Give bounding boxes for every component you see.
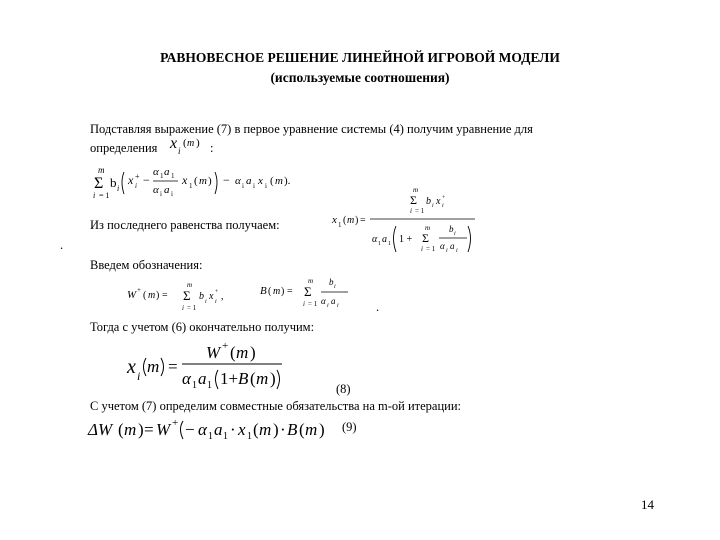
svg-text:·: · [230,420,236,439]
svg-text:m: m [305,420,318,439]
svg-text:x: x [258,175,263,187]
svg-text:m: m [187,138,195,149]
svg-text:m: m [425,224,431,232]
svg-text:+: + [137,286,141,294]
svg-text:+: + [172,417,179,429]
svg-text:W: W [156,420,171,439]
svg-text:B: B [260,285,267,297]
svg-text:=: = [162,290,168,301]
svg-text:(: ( [253,420,259,439]
svg-text:(: ( [250,369,256,388]
svg-text:ΔW: ΔW [88,420,113,439]
svg-text:m: m [259,420,272,439]
equation-b [258,272,368,314]
svg-text:i: i [421,245,423,253]
svg-text:i: i [242,182,244,190]
svg-text:α: α [235,175,241,187]
separator-dot: . [60,238,64,252]
svg-text:): ) [273,420,279,439]
svg-text:+: + [215,289,219,295]
svg-text:b: b [329,277,334,287]
svg-text:W: W [206,343,221,362]
equation-9-label: (9) [342,420,357,434]
svg-text:i: i [178,146,181,156]
svg-text:+: + [135,172,140,181]
paragraph-1-line-2: определения [90,141,158,155]
svg-text:α: α [372,234,378,245]
svg-text:(: ( [118,420,124,439]
svg-text:m: m [187,281,193,289]
svg-text:m: m [273,286,281,297]
svg-text:i: i [337,303,339,309]
svg-text:x: x [182,173,188,187]
svg-text:a: a [164,184,170,196]
paragraph-1-line-1: Подставляя выражение (7) в первое уравнение системы (4) получим уравнение для [90,122,533,136]
svg-text:−: − [223,173,230,187]
page-title: РАВНОВЕСНОЕ РЕШЕНИЕ ЛИНЕЙНОЙ ИГРОВОЙ МОДЕЛИ [160,50,560,65]
svg-text:a: a [246,175,252,187]
svg-text:a: a [164,166,170,178]
svg-text:(: ( [230,343,236,362]
svg-text:): ) [281,286,285,297]
svg-text:m: m [147,357,160,376]
svg-text:i: i [442,203,444,209]
svg-text:=: = [144,420,154,439]
svg-text:=: = [168,357,178,376]
svg-text:(: ( [270,175,274,187]
svg-text:=: = [360,215,366,226]
svg-text:W: W [127,289,137,301]
svg-text:α: α [198,420,207,439]
svg-text:i: i [205,299,207,305]
svg-text:i: i [456,248,458,254]
svg-text:i: i [182,304,184,312]
svg-text:Σ: Σ [304,284,312,299]
svg-text:m: m [199,175,207,187]
svg-text:a: a [198,369,207,388]
svg-text:b: b [426,196,431,207]
svg-text:x: x [127,356,136,378]
svg-text:(: ( [299,420,305,439]
svg-text:x: x [209,291,214,302]
svg-text:(: ( [194,175,198,187]
svg-text:): ) [355,215,359,226]
paragraph-3: Введем обозначения: [90,258,203,272]
svg-text:−: − [185,420,195,439]
equation-9 [86,413,336,443]
svg-text:= 1: = 1 [99,191,110,200]
svg-text:i: i [446,248,448,254]
svg-text:(: ( [343,215,347,226]
colon: : [210,141,214,155]
svg-text:= 1: = 1 [187,304,197,312]
svg-text:= 1: = 1 [308,300,318,308]
svg-text:B: B [287,420,298,439]
svg-text:x: x [128,173,134,187]
svg-text:): ) [208,175,212,187]
paragraph-5: С учетом (7) определим совместные обязательства на m-ой итерации: [90,399,461,413]
svg-text:i: i [160,190,162,198]
svg-text:1: 1 [207,380,212,391]
svg-text:m: m [413,186,419,194]
svg-text:i: i [327,303,329,309]
svg-text:α: α [182,369,191,388]
svg-text:b: b [110,175,117,190]
svg-text:): ) [250,343,256,362]
svg-text:): ) [138,420,144,439]
svg-text:−: − [143,173,150,187]
svg-text:i: i [171,190,173,198]
svg-text:i: i [93,191,96,200]
svg-text:1: 1 [338,221,342,229]
svg-text:a: a [450,241,455,251]
svg-text:a: a [214,420,223,439]
equation-sum-bi [90,160,320,204]
svg-text:Σ: Σ [410,193,417,207]
svg-text:i: i [303,300,305,308]
page-number: 14 [641,497,654,512]
svg-text:m: m [256,369,269,388]
svg-text:= 1: = 1 [415,207,425,215]
svg-text:,: , [221,291,224,302]
svg-text:a: a [331,296,336,306]
svg-text:=: = [287,286,293,297]
svg-text:i: i [135,182,137,190]
svg-text:m: m [236,343,249,362]
svg-text:α: α [153,184,159,196]
equation-8 [124,340,294,392]
svg-text:i: i [253,182,255,190]
svg-text:α: α [153,166,159,178]
svg-text:= 1: = 1 [426,245,436,253]
svg-text:·: · [280,420,286,439]
svg-text:Σ: Σ [94,175,104,192]
svg-text:m: m [308,277,314,285]
svg-text:m: m [124,420,137,439]
svg-text:i: i [432,203,434,209]
svg-text:): ) [319,420,325,439]
svg-text:1: 1 [160,172,164,180]
equation-x1 [330,182,480,262]
svg-text:i: i [454,231,456,237]
svg-text:i: i [137,369,141,383]
paragraph-4: Тогда с учетом (6) окончательно получим: [90,320,315,334]
svg-text:i: i [334,284,336,290]
svg-text:b: b [449,224,454,234]
svg-text:i: i [265,182,267,190]
svg-text:Σ: Σ [183,288,191,303]
svg-text:Σ: Σ [422,231,429,245]
paragraph-2: Из последнего равенства получаем: [90,218,280,232]
svg-text:(: ( [183,137,187,149]
svg-text:m: m [275,175,283,187]
svg-text:a: a [382,234,387,245]
svg-text:1: 1 [378,241,381,247]
svg-text:1: 1 [208,431,213,442]
svg-text:(: ( [268,286,272,297]
svg-text:m: m [98,165,105,175]
svg-text:i: i [410,207,412,215]
svg-text:1+: 1+ [220,369,239,388]
svg-text:).: ). [284,175,291,187]
svg-text:1: 1 [388,241,391,247]
svg-text:i: i [215,299,217,305]
svg-text:b: b [199,291,204,302]
equation-8-label: (8) [336,382,351,396]
svg-text:α: α [321,296,326,306]
svg-text:x: x [332,214,337,226]
svg-text:1: 1 [171,172,175,180]
svg-text:m: m [347,215,355,226]
svg-text:x: x [170,135,178,152]
svg-text:+: + [442,195,446,201]
svg-text:1: 1 [189,182,193,190]
svg-text:): ) [270,369,276,388]
page-subtitle: (используемые соотношения) [270,70,450,85]
svg-text:i: i [117,184,120,193]
svg-text:1: 1 [247,431,252,442]
svg-text:): ) [156,290,160,301]
svg-text:α: α [440,241,445,251]
inline-formula-xi [168,132,208,158]
separator-dot-mid: . [376,300,380,314]
svg-text:x: x [436,196,441,207]
svg-text:x: x [238,420,246,439]
svg-text:B: B [238,369,249,388]
svg-text:1: 1 [192,380,197,391]
equation-w-plus [125,276,235,318]
svg-text:+: + [222,340,229,352]
svg-text:): ) [196,137,200,149]
svg-text:m: m [148,290,156,301]
svg-text:(: ( [143,290,147,301]
svg-text:1 +: 1 + [399,234,413,245]
svg-text:1: 1 [223,431,228,442]
